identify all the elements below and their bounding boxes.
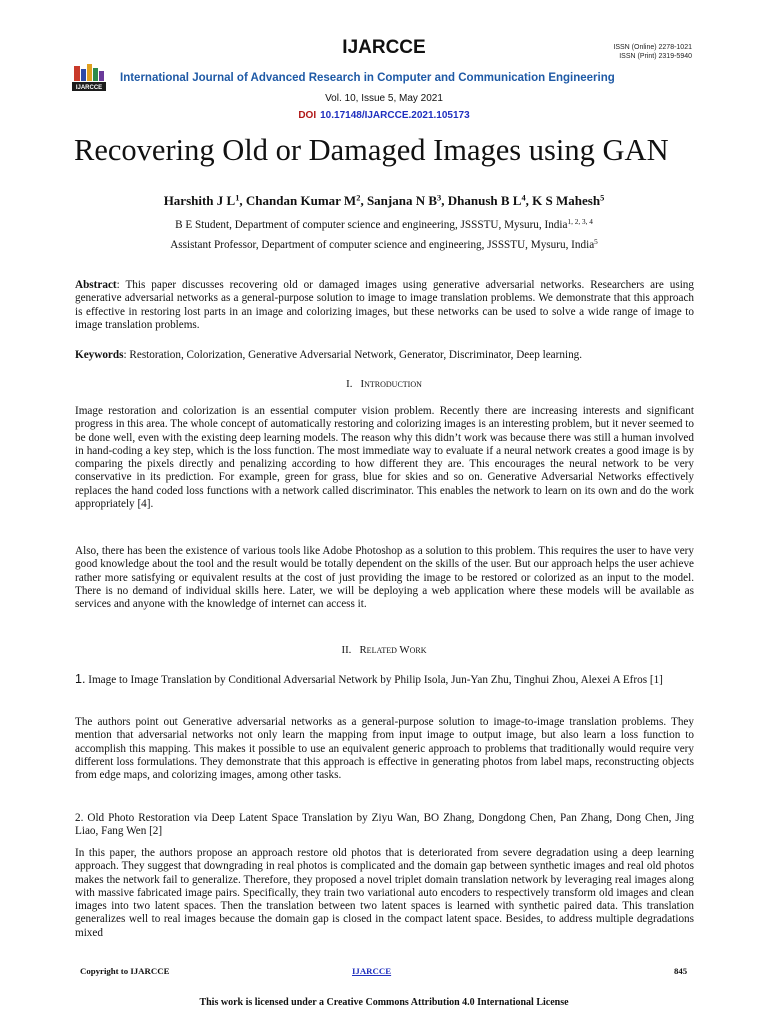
author-sup: 1 [235, 192, 240, 203]
related-item-1-body: The authors point out Generative adversarial networks as a general-purpose solution to image-to-image translation problems. They mention that adversarial networks not only learn the mapping from input image to output image, but also learn a loss function to accomplish this mapping. This makes it possible to use an equivalent generic approach to problems that traditionally would require very different loss formulations. They demonstrate that this approach is effective in generating photos from label maps, reconstructing objects from edge maps, and colorizing images, among other tasks. [75, 716, 694, 782]
abstract-text: : This paper discusses recovering old or damaged images using generative adversarial networks. Researchers are using generative adversarial networks as a general-purpose solution to image to image translation problems. We demonstrate that this approach is effective in restoring lost parts in an image and colorizing images, but these networks can be used to solve a wide range of image to image translation problems. [75, 279, 694, 331]
author-name: Chandan Kumar M [245, 193, 357, 208]
journal-short-name: IJARCCE [342, 37, 426, 58]
section-heading-introduction: I. Introduction [346, 378, 422, 390]
keywords [75, 349, 694, 362]
related-item-2-body: In this paper, the authors propose an approach restore old photos that is deteriorated from severe degradation using a deep learning approach. They suggest that downgrading in real photos is complicated and the domain gap between synthetic images and real old photos makes the network fail to generalize. Therefore, they proposed a novel triplet domain translation network by leveraging real images along with massive fabricated image pairs. Specifically, they train two variational auto encoders to respectively transform old images and clean images into two latent spaces. Then the translation between two latent spaces is learned with synthetic paired data. This translation generalizes well to real images because the domain gap is closed in the compact latent space. Besides, to address multiple degradations mixed [75, 847, 694, 939]
doi-link[interactable]: 10.17148/IJARCCE.2021.105173 [320, 110, 470, 121]
author-sup: 2 [356, 192, 361, 203]
footer-link[interactable]: IJARCCE [352, 966, 392, 976]
issn-online: ISSN (Online) 2278-1021 [613, 44, 692, 51]
section-heading-related-work: II. Related Work [341, 644, 427, 656]
author-sup: 4 [521, 192, 526, 203]
logo-lettering: IJARCCE [75, 85, 103, 91]
author-name: Harshith J L [163, 193, 236, 208]
related-item-2-title: 2. Old Photo Restoration via Deep Latent Space Translation by Ziyu Wan, BO Zhang, Dongdong Chen, Pan Zhang, Dong Chen, Jing Liao, Fang Wen [2] [75, 812, 694, 838]
issn-print: ISSN (Print) 2319-5940 [619, 53, 692, 60]
related-item-1-title: 1. Image to Image Translation by Conditional Adversarial Network by Philip Isola, Jun-Yan Zhu, Tinghui Zhou, Alexei A Efros [1] [75, 672, 663, 686]
author-name: K S Mahesh [532, 193, 601, 208]
intro-paragraph-2: Also, there has been the existence of various tools like Adobe Photoshop as a solution to this problem. This requires the user to have very good knowledge about the tool and the result would be totally dependent on the skills of the user. But our approach helps the user achieve rather more satisfying or equivalent results at the cost of just providing the image to be restored or colorized as an input to the model. There is no demand of individual skills here. Later, we will be deploying a web application where these models will be available as services and anyone with the knowledge of internet can access it. [75, 545, 694, 611]
journal-full-name: International Journal of Advanced Research in Computer and Communication Engineering [120, 72, 615, 84]
author-sup: 3 [437, 192, 442, 203]
author-list: Harshith J $L^1$, Chandan Kumar $M^2$, Sanjana N $B^3$, Dhanush B $L^4$, K S Mahesh$^5$ [163, 192, 605, 208]
author-name: Dhanush B L [447, 193, 522, 208]
author-name: Sanjana N B [366, 193, 438, 208]
abstract [75, 279, 694, 332]
footer-copyright: Copyright to IJARCCE [80, 966, 170, 976]
volume-issue: Vol. 10, Issue 5, May 2021 [325, 93, 443, 104]
journal-logo [72, 63, 106, 91]
intro-paragraph-1: Image restoration and colorization is an essential computer vision problem. Recently there are increasing interests and significant progress in this area. The whole concept of automatically restoring and colorizing images is an interesting problem, but it never seemed to be done well, even with the existing deep learning models. The reason why this didn’t work was because there was still a human involved in hand-coding a key step, which is the loss function. The most immediate way to evaluate if a neural network creates a good image is by comparing the pixels directly and penalizing according to how different they are. This encourages the neural network to be very conservative in its prediction. For example, green for grass, blue for skies and so on. Generative Adversarial Networks effectively replaces the hand coded loss functions with a network called discriminator. This enables the network to learn on its own and do the work appropriately [4]. [75, 405, 694, 511]
page-number: 845 [674, 966, 688, 976]
affiliation-professor: Assistant Professor, Department of computer science and engineering, JSSSTU, Mysuru, India$^5$ [170, 238, 598, 251]
keywords-label: Keywords [75, 349, 124, 361]
issn-block [613, 43, 692, 61]
license-notice: This work is licensed under a Creative Commons Attribution 4.0 International License [199, 997, 569, 1008]
keywords-text: : Restoration, Colorization, Generative Adversarial Network, Generator, Discriminator, Deep learning. [123, 349, 583, 361]
paper-title: Recovering Old or Damaged Images using GAN [74, 133, 669, 167]
abstract-label: Abstract [75, 279, 117, 291]
author-sup: 5 [600, 192, 605, 203]
affiliation-students: B E Student, Department of computer science and engineering, JSSSTU, Mysuru, India$^{1, 2, 3, 4}$ [175, 218, 593, 231]
doi-label: DOI [298, 110, 317, 121]
doi-line [0, 110, 768, 121]
